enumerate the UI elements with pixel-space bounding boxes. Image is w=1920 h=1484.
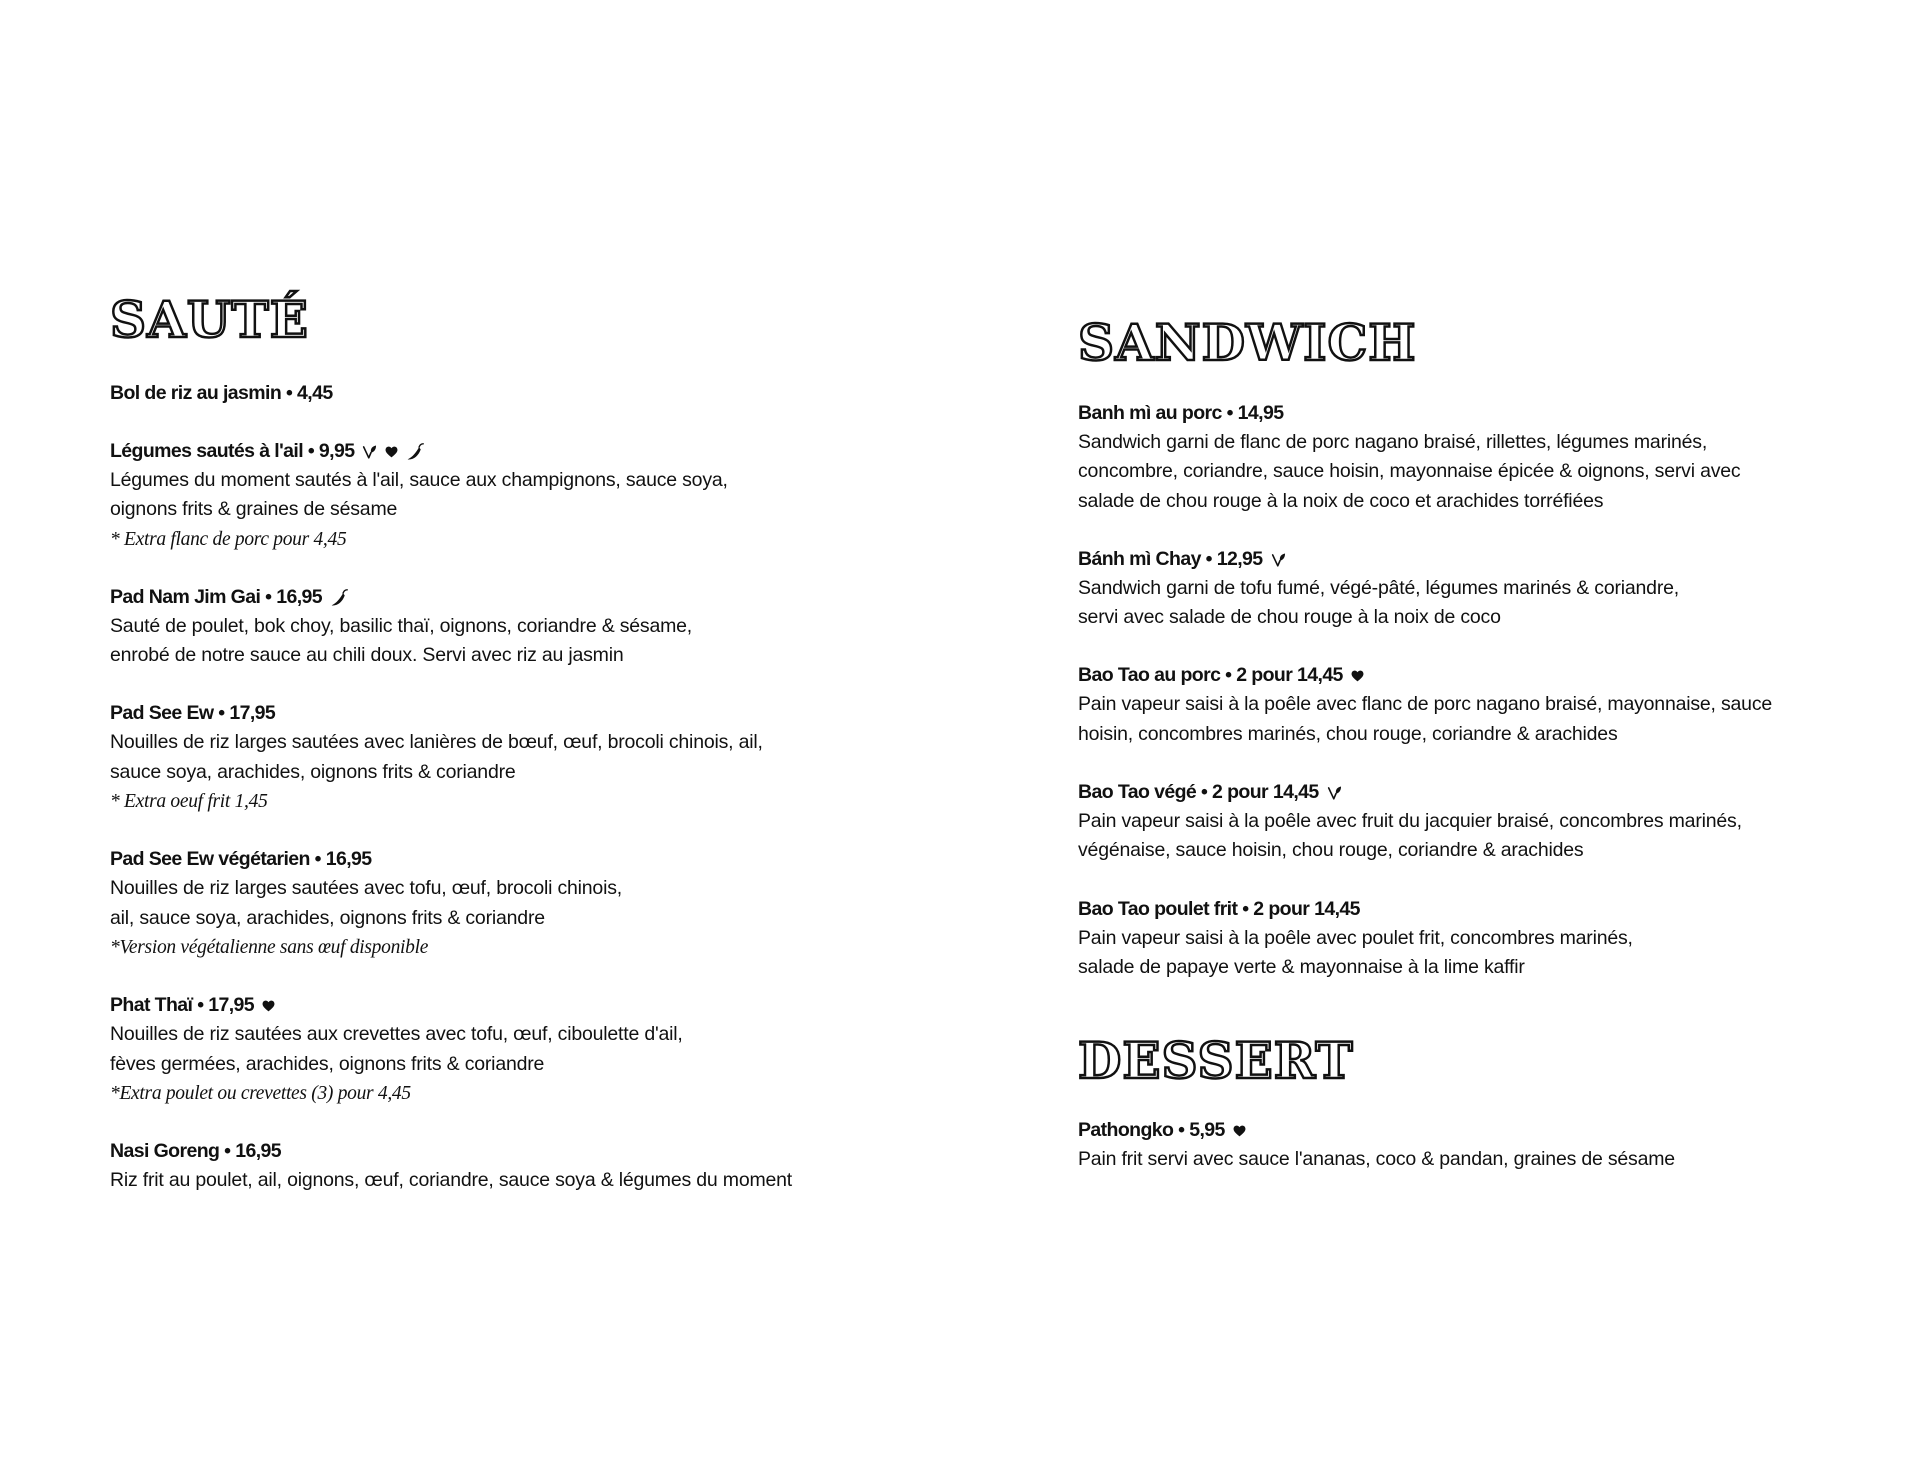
menu-item-title — [1078, 895, 1878, 924]
price-separator: • — [213, 702, 230, 725]
menu-item-name: Légumes sautés à l'ail — [110, 440, 304, 462]
menu-item-title — [110, 583, 910, 612]
menu-item-title — [110, 1137, 910, 1166]
menu-item-title — [1078, 399, 1878, 428]
heart-icon — [1233, 1125, 1246, 1137]
menu-item-price: 17,95 — [208, 994, 255, 1017]
menu-item-title — [1078, 778, 1878, 807]
menu-item-price: 2 pour 14,45 — [1253, 897, 1360, 920]
menu-item-name: Pad See Ew végétarien — [110, 848, 310, 871]
heart-icon — [262, 1000, 275, 1012]
menu-item-name: Pad See Ew — [110, 702, 214, 725]
menu-item-description: Légumes du moment sautés à l'ail, sauce aux champignons, sauce soya, — [110, 469, 728, 491]
menu-item-price: 16,95 — [235, 1140, 282, 1163]
menu-item-title — [110, 991, 910, 1020]
menu-item-name: Bao Tao végé — [1078, 781, 1197, 804]
menu-item-description: concombre, coriandre, sauce hoisin, mayonnaise épicée & oignons, servi avec — [1078, 460, 1741, 483]
menu-item-description: Riz frit au poulet, ail, oignons, œuf, coriandre, sauce soya & légumes du moment — [110, 1169, 793, 1192]
menu-item-name: Banh mì au porc — [1078, 402, 1222, 424]
menu-item-description: servi avec salade de chou rouge à la noix de coco — [1078, 606, 1501, 629]
menu-item — [110, 437, 910, 554]
menu-item-price: 5,95 — [1189, 1119, 1225, 1141]
menu-item-price: 9,95 — [318, 440, 355, 462]
menu-item-note: *Version végétalienne sans œuf disponible — [110, 936, 429, 958]
menu-item-description: Pain vapeur saisi à la poêle avec poulet frit, concombres marinés, — [1078, 926, 1633, 949]
menu-item-name: Bao Tao poulet frit — [1078, 897, 1238, 920]
menu-item-description: Sandwich garni de flanc de porc nagano braisé, rillettes, légumes marinés, — [1078, 431, 1708, 453]
menu-item-price: 17,95 — [229, 702, 276, 725]
menu-item-title — [1078, 661, 1878, 690]
price-separator: • — [1237, 897, 1254, 920]
menu-item-price: 16,95 — [276, 585, 323, 608]
section-items-saute — [110, 379, 910, 1224]
menu-item — [110, 1137, 910, 1195]
menu-item — [1078, 778, 1878, 866]
menu-item-name: Phat Thaï — [110, 994, 193, 1017]
menu-item-title — [1078, 1116, 1878, 1145]
menu-item-title — [110, 699, 910, 728]
menu-item-title — [110, 437, 910, 466]
price-separator: • — [1196, 781, 1213, 804]
menu-item-description: enrobé de notre sauce au chili doux. Servi avec riz au jasmin — [110, 644, 624, 667]
menu-item — [110, 699, 910, 816]
menu-item — [1078, 1116, 1878, 1174]
menu-item-name: Pad Nam Jim Gai — [110, 585, 261, 608]
menu-item-description: ail, sauce soya, arachides, oignons frits & coriandre — [110, 906, 545, 929]
menu-item-description: Nouilles de riz sautées aux crevettes avec tofu, œuf, ciboulette d'ail, — [110, 1023, 683, 1046]
price-separator: • — [1221, 402, 1238, 424]
menu-item-description: Pain vapeur saisi à la poêle avec flanc de porc nagano braisé, mayonnaise, sauce — [1078, 693, 1773, 716]
menu-item — [1078, 545, 1878, 633]
menu-item-description: sauce soya, arachides, oignons frits & coriandre — [110, 760, 516, 783]
menu-item-description: Pain frit servi avec sauce l'ananas, coco & pandan, graines de sésame — [1078, 1148, 1675, 1170]
price-separator: • — [281, 382, 298, 404]
menu-item-title — [1078, 545, 1878, 574]
menu-item-note: * Extra oeuf frit 1,45 — [110, 791, 268, 813]
price-separator: • — [303, 440, 319, 462]
heart-icon — [1351, 670, 1364, 682]
menu-item-description: salade de papaye verte & mayonnaise à la lime kaffir — [1078, 955, 1525, 978]
menu-item-price: 14,95 — [1237, 402, 1284, 424]
menu-item-description: fèves germées, arachides, oignons frits & coriandre — [110, 1052, 545, 1075]
menu-item-description: salade de chou rouge à la noix de coco et arachides torréfiées — [1078, 489, 1604, 512]
price-separator: • — [309, 848, 326, 871]
price-separator: • — [219, 1140, 236, 1163]
menu-item-name: Nasi Goreng — [110, 1140, 220, 1163]
price-separator: • — [192, 994, 209, 1017]
menu-item-price: 12,95 — [1216, 547, 1263, 570]
menu-item-description: hoisin, concombres marinés, chou rouge, coriandre & arachides — [1078, 722, 1618, 745]
menu-item-description: Nouilles de riz larges sautées avec lanières de bœuf, œuf, brocoli chinois, ail, — [110, 731, 763, 754]
menu-item-name: Bánh mì Chay — [1078, 547, 1201, 570]
section-items-dessert — [1078, 1116, 1878, 1203]
menu-item — [110, 991, 910, 1108]
vegan-icon — [362, 444, 377, 460]
menu-item-name: Bao Tao au porc — [1078, 664, 1221, 687]
chili-pepper-icon — [330, 588, 348, 608]
vegan-icon — [1327, 785, 1342, 801]
menu-item-title — [110, 845, 910, 874]
menu-item-description: Sauté de poulet, bok choy, basilic thaï, oignons, coriandre & sésame, — [110, 614, 693, 637]
menu-item-name: Pathongko — [1078, 1119, 1174, 1141]
menu-item — [1078, 661, 1878, 749]
menu-item — [110, 845, 910, 962]
section-heading-sandwich: SANDWICH — [1078, 313, 1417, 372]
price-separator: • — [1173, 1119, 1190, 1141]
price-separator: • — [260, 585, 277, 608]
menu-item-price: 4,45 — [297, 382, 333, 404]
menu-item-description: végénaise, sauce hoisin, chou rouge, coriandre & arachides — [1078, 839, 1584, 862]
menu-item — [110, 379, 910, 408]
section-heading-saute: SAUTÉ — [110, 290, 309, 349]
menu-item-description: oignons frits & graines de sésame — [110, 498, 398, 521]
menu-item-note: *Extra poulet ou crevettes (3) pour 4,45 — [110, 1082, 411, 1104]
chili-pepper-icon — [406, 442, 424, 462]
menu-item-title — [110, 379, 910, 408]
menu-item — [1078, 895, 1878, 983]
menu-item-description: Nouilles de riz larges sautées avec tofu, œuf, brocoli chinois, — [110, 877, 622, 900]
menu-item — [110, 583, 910, 671]
menu-item-price: 2 pour 14,45 — [1236, 664, 1343, 687]
menu-item-name: Bol de riz au jasmin — [110, 382, 282, 404]
menu-item-note: * Extra flanc de porc pour 4,45 — [110, 528, 347, 550]
section-heading-dessert: DESSERT — [1078, 1031, 1354, 1090]
price-separator: • — [1220, 664, 1237, 687]
menu-item — [1078, 399, 1878, 516]
menu-item-price: 16,95 — [325, 848, 372, 871]
heart-icon — [385, 446, 398, 458]
menu-item-description: Sandwich garni de tofu fumé, végé-pâté, légumes marinés & coriandre, — [1078, 576, 1679, 599]
menu-item-description: Pain vapeur saisi à la poêle avec fruit du jacquier braisé, concombres marinés, — [1078, 810, 1742, 833]
section-items-sandwich — [1078, 399, 1878, 1011]
menu-item-price: 2 pour 14,45 — [1212, 781, 1319, 804]
vegan-icon — [1271, 552, 1286, 568]
price-separator: • — [1200, 547, 1217, 570]
